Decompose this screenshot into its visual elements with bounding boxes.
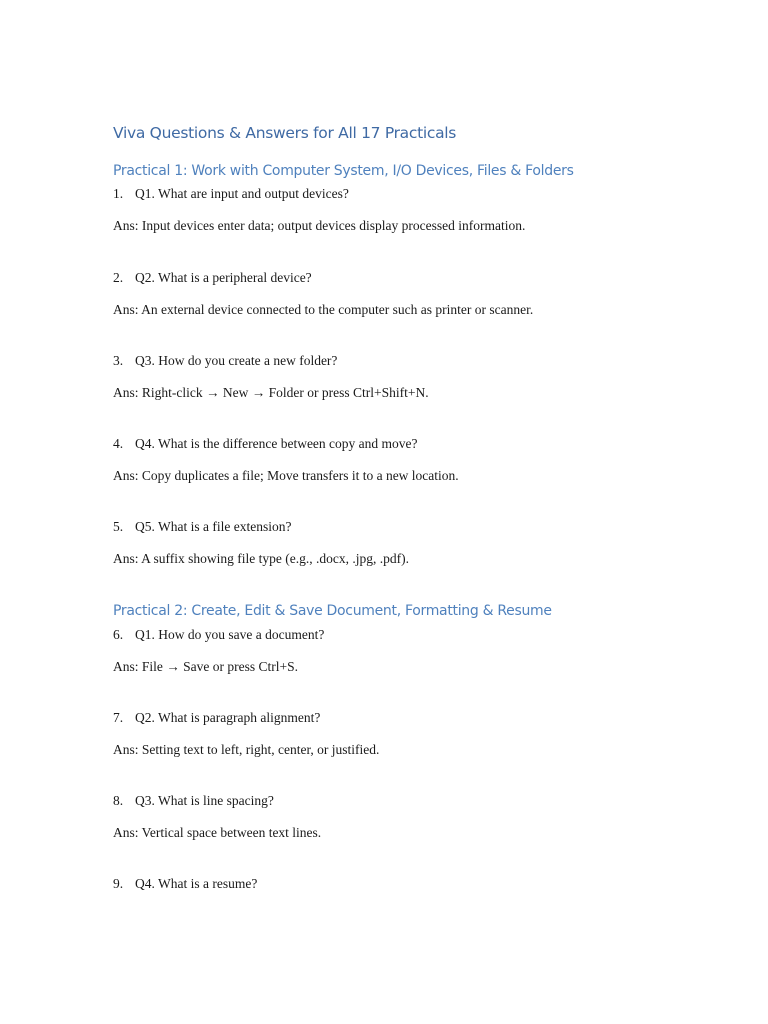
section-heading-practical-2: Practical 2: Create, Edit & Save Document, Formatting & Resume xyxy=(113,603,552,619)
question-number: 6. xyxy=(113,627,124,642)
question-number: 2. xyxy=(113,270,124,285)
answer-text: Ans: Vertical space between text lines. xyxy=(113,825,322,840)
answer-text: Ans: File → Save or press Ctrl+S. xyxy=(113,659,298,674)
question-text: Q1. How do you save a document? xyxy=(135,627,325,642)
question-item xyxy=(113,627,324,643)
answer-text: Ans: Input devices enter data; output devices display processed information. xyxy=(113,218,526,233)
section-heading-practical-1: Practical 1: Work with Computer System, I/O Devices, Files & Folders xyxy=(113,163,574,179)
question-item xyxy=(113,710,320,726)
question-item xyxy=(113,519,291,535)
question-text: Q3. What is line spacing? xyxy=(135,793,274,808)
question-text: Q3. How do you create a new folder? xyxy=(135,353,338,368)
question-text: Q2. What is paragraph alignment? xyxy=(135,710,321,725)
question-item xyxy=(113,186,349,202)
question-number: 7. xyxy=(113,710,124,725)
question-item xyxy=(113,876,257,892)
question-item xyxy=(113,793,274,809)
question-number: 3. xyxy=(113,353,124,368)
question-item xyxy=(113,353,337,369)
question-text: Q2. What is a peripheral device? xyxy=(135,270,312,285)
question-number: 8. xyxy=(113,793,124,808)
question-number: 4. xyxy=(113,436,124,451)
question-number: 5. xyxy=(113,519,124,534)
answer-text: Ans: Copy duplicates a file; Move transfers it to a new location. xyxy=(113,468,459,483)
question-text: Q5. What is a file extension? xyxy=(135,519,292,534)
answer-text: Ans: Right-click → New → Folder or press Ctrl+Shift+N. xyxy=(113,385,429,400)
question-number: 1. xyxy=(113,186,124,201)
answer-text: Ans: An external device connected to the computer such as printer or scanner. xyxy=(113,302,534,317)
answer-text: Ans: Setting text to left, right, center, or justified. xyxy=(113,742,380,757)
question-item xyxy=(113,270,312,286)
question-item xyxy=(113,436,418,452)
question-text: Q1. What are input and output devices? xyxy=(135,186,349,201)
question-number: 9. xyxy=(113,876,124,891)
answer-text: Ans: A suffix showing file type (e.g., .docx, .jpg, .pdf). xyxy=(113,551,409,566)
question-text: Q4. What is the difference between copy and move? xyxy=(135,436,418,451)
document-title: Viva Questions & Answers for All 17 Practicals xyxy=(113,124,457,142)
question-text: Q4. What is a resume? xyxy=(135,876,258,891)
